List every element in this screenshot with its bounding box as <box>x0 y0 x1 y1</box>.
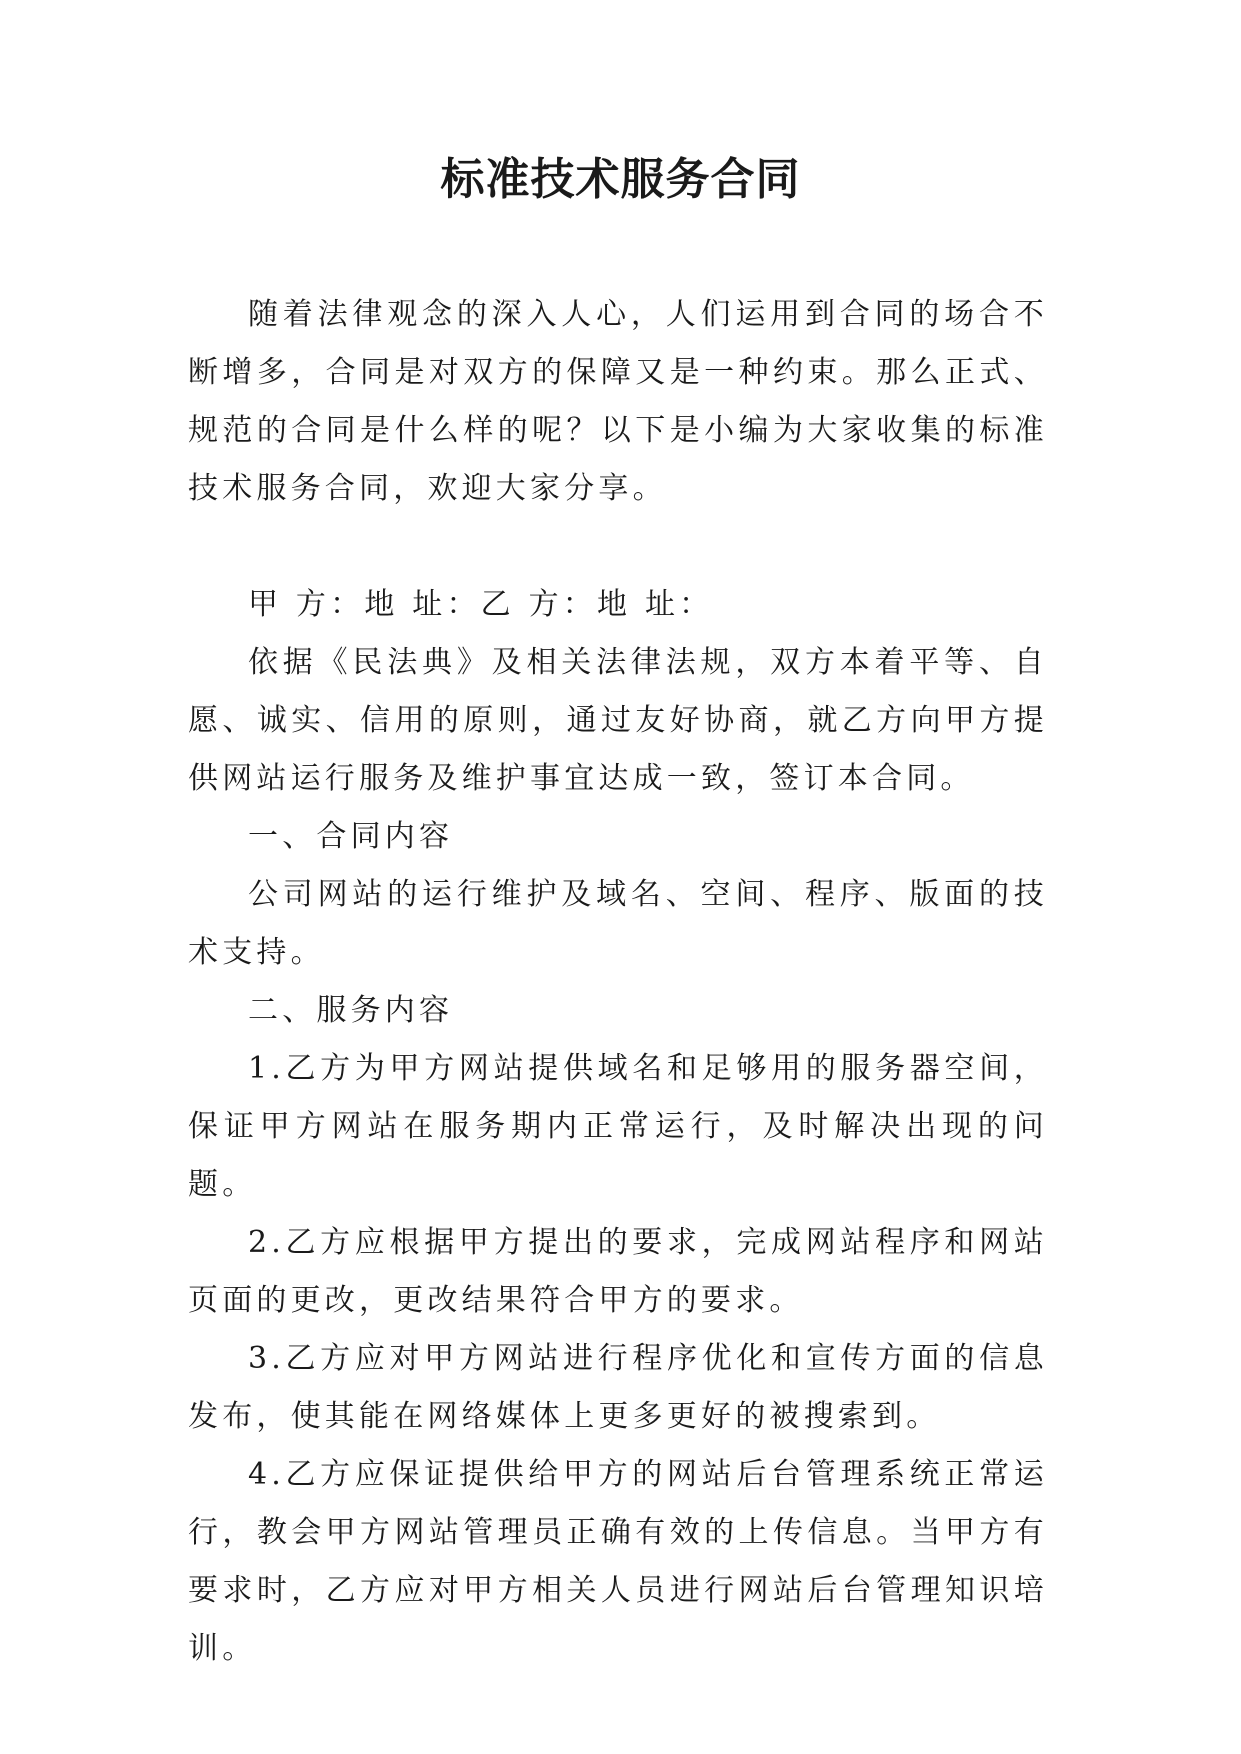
service-item-3: 3.乙方应对甲方网站进行程序优化和宣传方面的信息发布，使其能在网络媒体上更多更好的被搜索到。 <box>188 1341 1048 1434</box>
document-title: 标准技术服务合同 <box>440 154 801 205</box>
section-heading-service-content: 二、服务内容 <box>248 993 454 1028</box>
service-item-1: 1.乙方为甲方网站提供域名和足够用的服务器空间，保证甲方网站在服务期内正常运行，及时解决出现的问题。 <box>188 1051 1048 1202</box>
service-item-2: 2.乙方应根据甲方提出的要求，完成网站程序和网站页面的更改，更改结果符合甲方的要求。 <box>188 1225 1048 1318</box>
contract-content-paragraph: 公司网站的运行维护及域名、空间、程序、版面的技术支持。 <box>188 877 1048 970</box>
parties-line: 甲 方：地 址：乙 方：地 址： <box>248 587 714 622</box>
document-body <box>188 286 1048 1678</box>
service-item-4: 4.乙方应保证提供给甲方的网站后台管理系统正常运行，教会甲方网站管理员正确有效的上传信息。当甲方有要求时，乙方应对甲方相关人员进行网站后台管理知识培训。 <box>188 1457 1048 1666</box>
section-heading-contract-content: 一、合同内容 <box>248 819 454 854</box>
basis-paragraph: 依据《民法典》及相关法律法规，双方本着平等、自愿、诚实、信用的原则，通过友好协商，就乙方向甲方提供网站运行服务及维护事宜达成一致，签订本合同。 <box>188 645 1048 796</box>
intro-paragraph: 随着法律观念的深入人心，人们运用到合同的场合不断增多，合同是对双方的保障又是一种约束。那么正式、规范的合同是什么样的呢？以下是小编为大家收集的标准技术服务合同，欢迎大家分享。 <box>188 297 1048 506</box>
